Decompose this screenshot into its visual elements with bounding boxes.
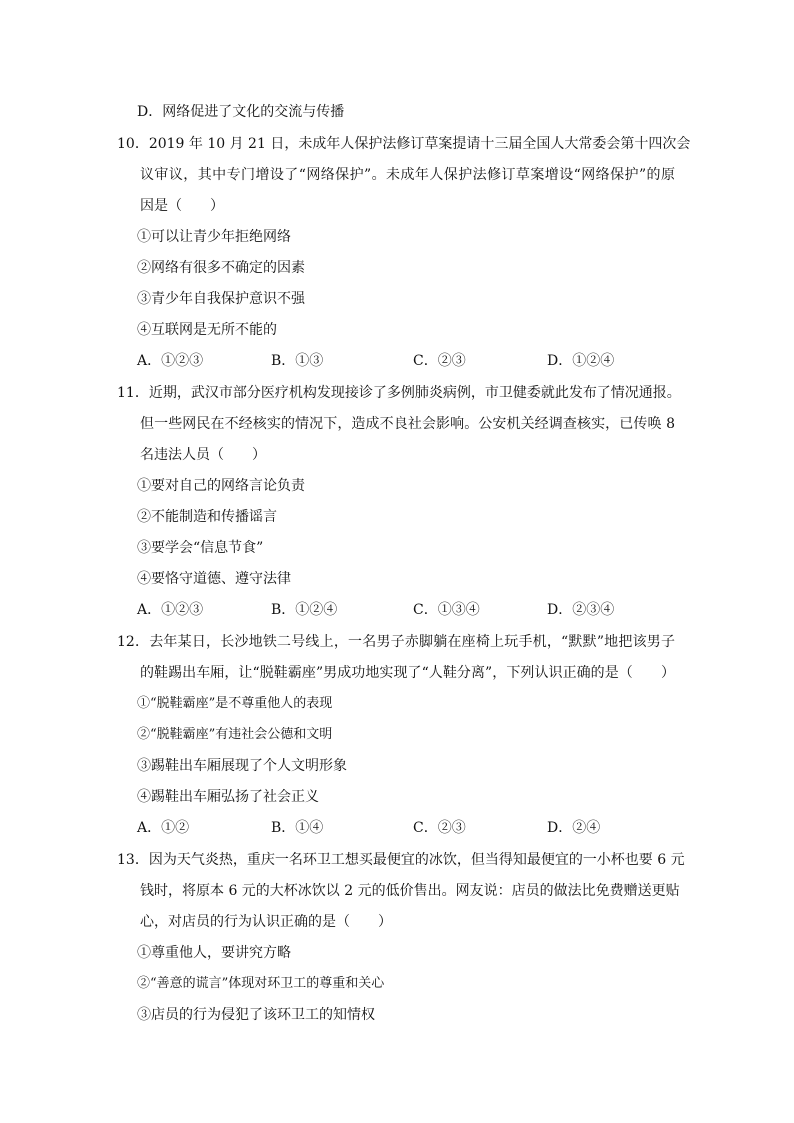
q11-options [137, 600, 657, 620]
q12-option-d[interactable]: D．②④ [547, 820, 601, 836]
q10-statement-4: ④互联网是无所不能的 [137, 322, 277, 338]
q11-stem-line-2: 但一些网民在不经核实的情况下，造成不良社会影响。公安机关经调查核实，已传唤 8 [140, 416, 675, 432]
q12-options [137, 818, 657, 838]
q12-stem-line-2: 的鞋踢出车厢，让“脱鞋霸座”男成功地实现了“人鞋分离”，下列认识正确的是（ ） [140, 665, 675, 681]
q13-stem-line-1: 13．因为天气炎热，重庆一名环卫工想买最便宜的冰饮，但当得知最便宜的一小杯也要 6 元 [117, 852, 685, 868]
q11-option-b[interactable]: B．①②④ [271, 602, 338, 618]
q12-statement-3: ③踢鞋出车厢展现了个人文明形象 [137, 758, 347, 774]
q11-stem-line-1: 11．近期，武汉市部分医疗机构发现接诊了多例肺炎病例，市卫健委就此发布了情况通报。 [117, 385, 681, 401]
q12-option-c[interactable]: C．②③ [413, 820, 466, 836]
q13-stem-line-2: 钱时，将原本 6 元的大杯冰饮以 2 元的低价售出。网友说：店员的做法比免费赠送更贴 [140, 883, 680, 899]
q12-stem-line-1: 12．去年某日，长沙地铁二号线上，一名男子赤脚躺在座椅上玩手机，“默默”地把该男子 [117, 634, 675, 650]
q10-stem-line-3: 因是（ ） [140, 198, 224, 214]
q12-statement-4: ④踢鞋出车厢弘扬了社会正义 [137, 789, 319, 805]
q10-option-c[interactable]: C．②③ [413, 353, 466, 369]
q10-statement-3: ③青少年自我保护意识不强 [137, 291, 305, 307]
q10-options [137, 351, 657, 371]
q11-option-d[interactable]: D．②③④ [547, 602, 615, 618]
q10-stem-line-1: 10．2019 年 10 月 21 日，未成年人保护法修订草案提请十三届全国人大常委会第十四次会 [117, 136, 691, 152]
q11-statement-3: ③要学会“信息节食” [137, 540, 264, 556]
q13-stem-line-3: 心，对店员的行为认识正确的是（ ） [140, 914, 392, 930]
q11-option-a[interactable]: A．①②③ [137, 602, 204, 618]
q10-statement-1: ①可以让青少年拒绝网络 [137, 229, 291, 245]
q12-statement-1: ①“脱鞋霸座”是不尊重他人的表现 [137, 696, 333, 711]
q12-option-a[interactable]: A．①② [137, 820, 190, 836]
q12-statement-2: ②“脱鞋霸座”有违社会公德和文明 [137, 727, 333, 742]
q13-statement-1: ①尊重他人，要讲究方略 [137, 945, 291, 961]
q11-stem-line-3: 名违法人员（ ） [140, 447, 266, 463]
q10-option-a[interactable]: A．①②③ [137, 353, 204, 369]
q10-stem-line-2: 议审议，其中专门增设了“网络保护”。未成年人保护法修订草案增设“网络保护”的原 [140, 167, 675, 183]
q9-option-d: D．网络促进了文化的交流与传播 [137, 104, 345, 120]
q11-option-c[interactable]: C．①③④ [413, 602, 480, 618]
q11-statement-4: ④要恪守道德、遵守法律 [137, 571, 291, 587]
q13-statement-2: ②“善意的谎言”体现对环卫工的尊重和关心 [137, 976, 385, 991]
q11-statement-2: ②不能制造和传播谣言 [137, 509, 277, 525]
q11-statement-1: ①要对自己的网络言论负责 [137, 478, 305, 494]
q10-statement-2: ②网络有很多不确定的因素 [137, 260, 305, 276]
q13-statement-3: ③店员的行为侵犯了该环卫工的知情权 [137, 1007, 375, 1023]
q10-option-d[interactable]: D．①②④ [547, 353, 615, 369]
q12-option-b[interactable]: B．①④ [271, 820, 324, 836]
q10-option-b[interactable]: B．①③ [271, 353, 324, 369]
